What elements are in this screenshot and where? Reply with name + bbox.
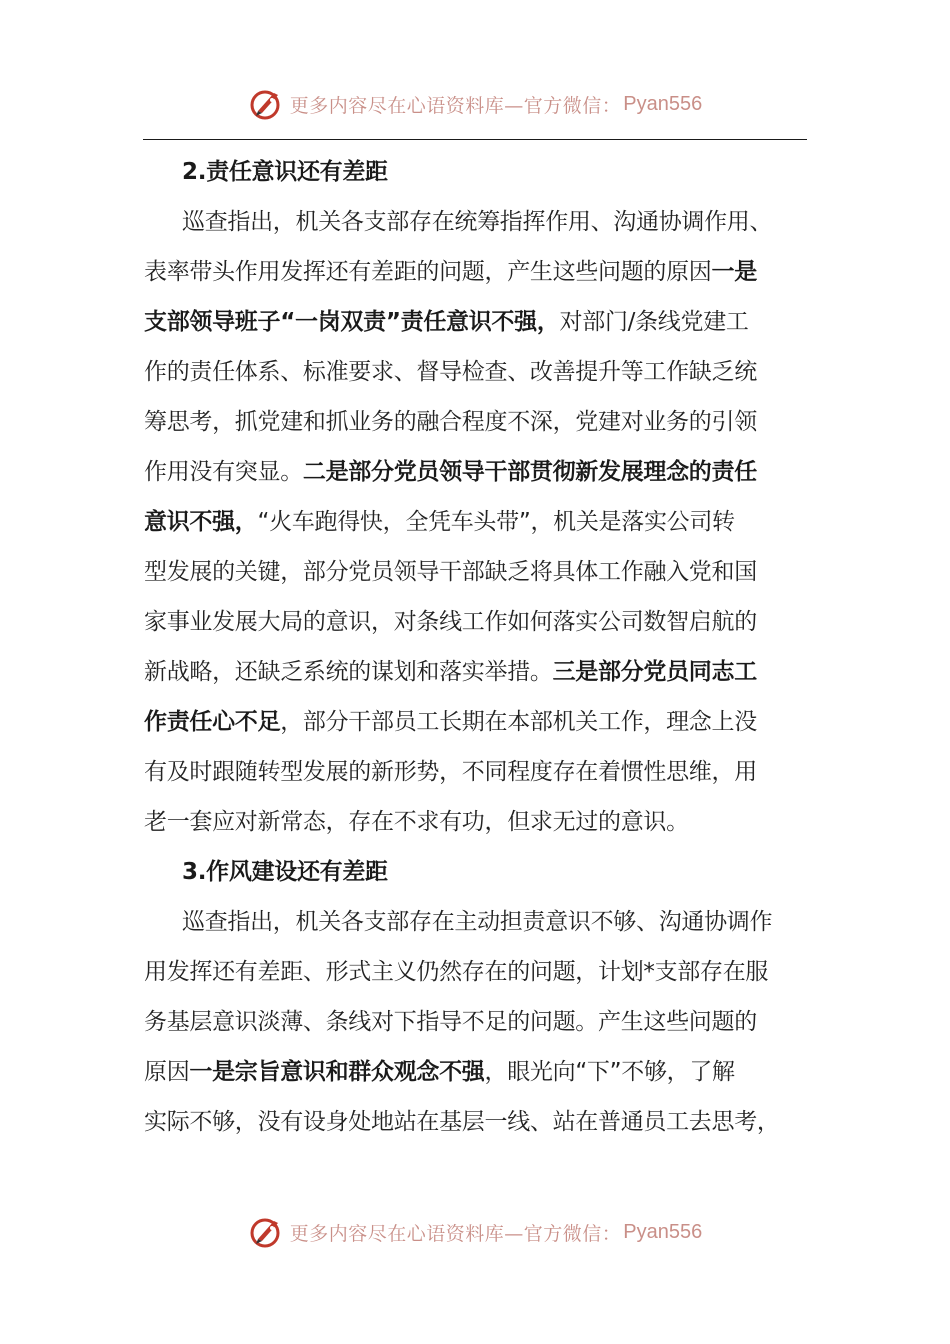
text-segment: 巡查指出，机关各支部存在主动担责意识不够、沟通协调作 <box>182 909 773 935</box>
text-line <box>144 747 808 797</box>
text-segment: 新战略，还缺乏系统的谋划和落实举措。 <box>144 659 553 685</box>
text-segment: 务基层意识淡薄、条线对下指导不足的问题。产生这些问题的 <box>144 1009 757 1035</box>
text-segment: 用发挥还有差距、形式主义仍然存在的问题，计划*支部存在服 <box>144 959 769 985</box>
bold-text-segment: 一是宗旨意识和群众观念不强 <box>189 1059 485 1085</box>
text-line <box>144 397 808 447</box>
text-segment: ，部分干部员工长期在本部机关工作，理念上没 <box>280 709 757 735</box>
text-segment: 对部门/条线党建工 <box>559 309 749 335</box>
text-line <box>144 497 808 547</box>
text-segment: 作的责任体系、标准要求、督导检查、改善提升等工作缺乏统 <box>144 359 757 385</box>
text-line <box>144 1097 808 1147</box>
bold-text-segment: 一是 <box>711 259 757 285</box>
text-line <box>144 997 808 1047</box>
text-line <box>144 347 808 397</box>
text-line <box>144 697 808 747</box>
header-banner-code: Pyan556 <box>623 92 703 115</box>
text-line <box>144 647 808 697</box>
text-line <box>144 447 808 497</box>
text-line <box>144 597 808 647</box>
section-3-paragraph <box>144 897 808 1147</box>
bold-text-segment: 意识不强， <box>144 509 258 535</box>
text-line <box>144 247 808 297</box>
section-heading: 3.作风建设还有差距 <box>182 859 388 885</box>
text-line <box>144 797 808 847</box>
text-line <box>144 947 808 997</box>
text-segment: ，眼光向“下”不够，了解 <box>484 1059 735 1085</box>
text-line <box>144 1047 808 1097</box>
footer-banner-code: Pyan556 <box>623 1220 703 1243</box>
header-divider <box>143 139 807 140</box>
document-body <box>144 147 808 1147</box>
footer-banner <box>0 1210 950 1254</box>
text-segment: 作用没有突显。 <box>144 459 303 485</box>
text-segment: 型发展的关键，部分党员领导干部缺乏将具体工作融入党和国 <box>144 559 757 585</box>
text-line <box>144 197 808 247</box>
text-segment: 老一套应对新常态，存在不求有功，但求无过的意识。 <box>144 809 689 835</box>
section-heading: 2.责任意识还有差距 <box>182 159 388 185</box>
text-line <box>144 897 808 947</box>
bold-text-segment: 三是部分党员同志工 <box>552 659 757 685</box>
text-segment: 家事业发展大局的意识，对条线工作如何落实公司数智启航的 <box>144 609 757 635</box>
text-line <box>144 547 808 597</box>
text-segment: 实际不够，没有设身处地站在基层一线、站在普通员工去思考， <box>144 1109 780 1135</box>
pen-circle-logo-icon <box>248 1214 284 1250</box>
footer-banner-text: 更多内容尽在心语资料库—官方微信： <box>289 1222 622 1245</box>
bold-text-segment: 作责任心不足 <box>144 709 281 735</box>
header-banner-text: 更多内容尽在心语资料库—官方微信： <box>289 94 622 117</box>
header-banner <box>0 82 950 126</box>
bold-text-segment: 支部领导班子“一岗双责”责任意识不强， <box>144 309 560 335</box>
text-line <box>144 297 808 347</box>
pen-circle-logo-icon <box>248 86 284 122</box>
text-segment: 表率带头作用发挥还有差距的问题，产生这些问题的原因 <box>144 259 712 285</box>
section-2-paragraph <box>144 197 808 847</box>
bold-text-segment: 二是部分党员领导干部贯彻新发展理念的责任 <box>302 459 757 485</box>
text-segment: 原因 <box>144 1059 190 1085</box>
text-segment: 有及时跟随转型发展的新形势，不同程度存在着惯性思维，用 <box>144 759 757 785</box>
text-segment: 筹思考，抓党建和抓业务的融合程度不深，党建对业务的引领 <box>144 409 757 435</box>
text-segment: 巡查指出，机关各支部存在统筹指挥作用、沟通协调作用、 <box>182 209 773 235</box>
text-segment: “火车跑得快，全凭车头带”，机关是落实公司转 <box>257 509 735 535</box>
